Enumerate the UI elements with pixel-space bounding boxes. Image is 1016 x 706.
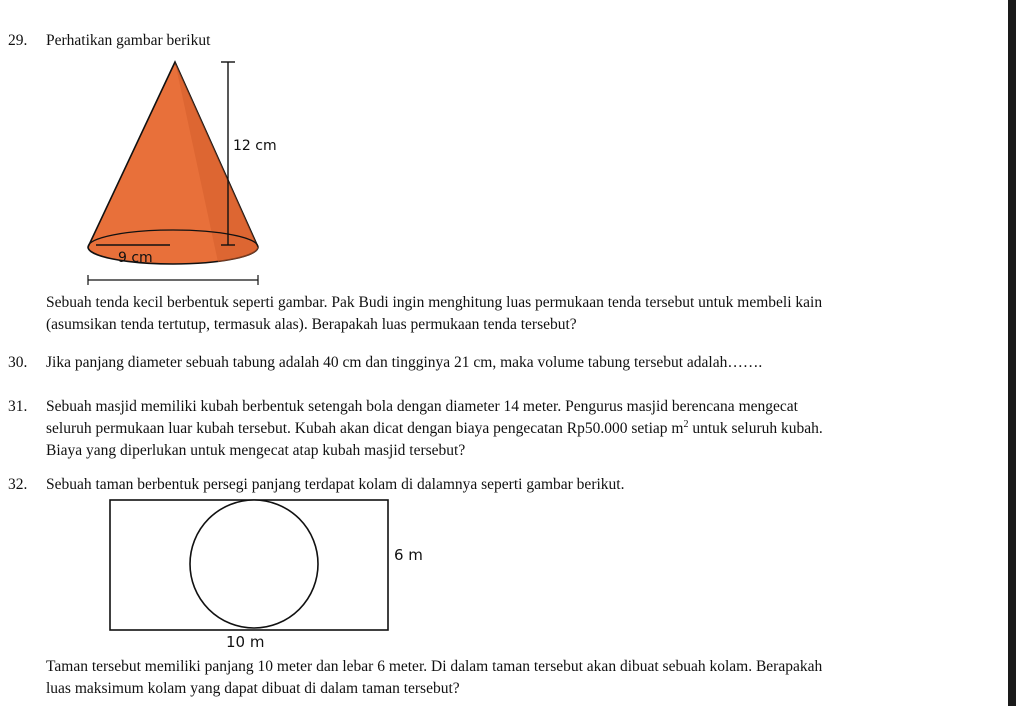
garden-width-label: 10 m	[226, 633, 265, 648]
cone-diameter-label: 9 cm	[118, 250, 153, 266]
q31-line2-post: untuk seluruh kubah.	[688, 420, 823, 437]
cone-diagram	[78, 52, 288, 292]
q32-intro: Sebuah taman berbentuk persegi panjang terdapat kolam di dalamnya seperti gambar berikut.	[46, 476, 625, 493]
q31-line2	[46, 418, 823, 440]
q29-text	[46, 292, 822, 336]
q32-text-line2: luas maksimum kolam yang dapat dibuat di dalam taman tersebut?	[46, 680, 460, 697]
q31-line2-sup: 2	[683, 419, 689, 430]
q32-number: 32.	[8, 476, 28, 493]
q30-text: Jika panjang diameter sebuah tabung adalah 40 cm dan tingginya 21 cm, maka volume tabung tersebut adalah…….	[46, 354, 763, 371]
q30-number: 30.	[8, 354, 28, 371]
q31-number: 31.	[8, 398, 28, 415]
q31-line2-pre: seluruh permukaan luar kubah tersebut. Kubah akan dicat dengan biaya pengecatan Rp50.000 setiap m	[46, 420, 684, 437]
garden-height-label: 6 m	[394, 546, 423, 564]
q29-number: 29.	[8, 32, 28, 49]
q29-intro: Perhatikan gambar berikut	[46, 32, 211, 49]
q32-text	[46, 656, 822, 700]
q31-text	[46, 396, 823, 462]
window-edge-bar	[1008, 0, 1016, 706]
garden-diagram	[108, 498, 438, 648]
q31-line3: Biaya yang diperlukan untuk mengecat atap kubah masjid tersebut?	[46, 442, 466, 459]
q31-line1: Sebuah masjid memiliki kubah berbentuk setengah bola dengan diameter 14 meter. Pengurus masjid berencana mengecat	[46, 398, 798, 415]
pond-circle	[190, 500, 318, 628]
cone-height-label: 12 cm	[233, 138, 277, 154]
q29-text-line1: Sebuah tenda kecil berbentuk seperti gambar. Pak Budi ingin menghitung luas permukaan tenda tersebut untuk membeli kain	[46, 294, 823, 311]
q29-text-line2: (asumsikan tenda tertutup, termasuk alas). Berapakah luas permukaan tenda tersebut?	[46, 316, 577, 333]
q32-text-line1: Taman tersebut memiliki panjang 10 meter dan lebar 6 meter. Di dalam taman tersebut akan dibuat sebuah kolam. Berapakah	[46, 658, 823, 675]
